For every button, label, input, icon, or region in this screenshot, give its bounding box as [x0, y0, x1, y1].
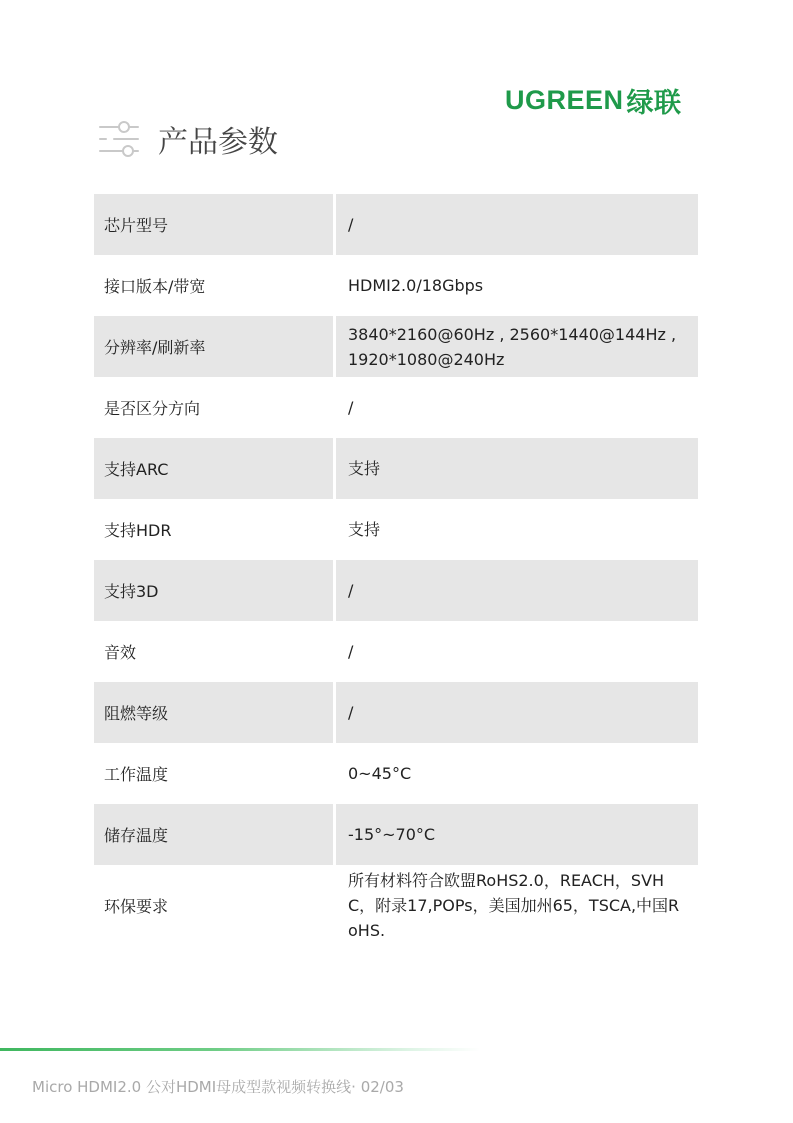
spec-value: /	[333, 621, 698, 682]
table-row	[94, 377, 698, 438]
spec-value: /	[333, 682, 698, 743]
spec-value: 支持	[333, 499, 698, 560]
spec-label: 阻燃等级	[104, 704, 169, 723]
footer-divider	[0, 1048, 480, 1051]
spec-label: 分辨率/刷新率	[104, 338, 206, 357]
table-row	[94, 865, 698, 946]
spec-label: 是否区分方向	[104, 399, 201, 418]
spec-label: 支持ARC	[104, 460, 169, 479]
spec-label: 储存温度	[104, 826, 169, 845]
spec-label: 支持3D	[104, 582, 159, 601]
spec-label: 环保要求	[104, 897, 169, 916]
table-row	[94, 804, 698, 865]
spec-label: 支持HDR	[104, 521, 172, 540]
footer-caption: Micro HDMI2.0 公对HDMI母成型款视频转换线· 02/03	[32, 1078, 404, 1096]
spec-value: HDMI2.0/18Gbps	[333, 255, 698, 316]
table-row	[94, 438, 698, 499]
spec-table	[94, 194, 698, 946]
table-row	[94, 316, 698, 377]
table-row	[94, 621, 698, 682]
spec-label: 音效	[104, 643, 137, 662]
table-row	[94, 682, 698, 743]
spec-value: 3840*2160@60Hz , 2560*1440@144Hz , 1920*1080@240Hz	[333, 316, 698, 377]
table-row	[94, 194, 698, 255]
spec-value: -15°~70°C	[333, 804, 698, 865]
section-header	[98, 116, 278, 162]
spec-label: 接口版本/带宽	[104, 277, 206, 296]
spec-value: /	[333, 194, 698, 255]
table-row	[94, 560, 698, 621]
spec-label: 工作温度	[104, 765, 169, 784]
ugreen-logo	[505, 82, 682, 118]
spec-value: 0~45°C	[333, 743, 698, 804]
spec-value: 支持	[333, 438, 698, 499]
logo-wordmark-cjk: 绿联	[626, 87, 682, 119]
logo-wordmark-latin: UGREEN	[505, 84, 624, 115]
spec-value: 所有材料符合欧盟RoHS2.0，REACH，SVHC，附录17,POPs，美国加州65，TSCA,中国RoHS.	[333, 865, 698, 946]
spec-label: 芯片型号	[104, 216, 169, 235]
spec-value: /	[333, 560, 698, 621]
table-row	[94, 499, 698, 560]
page-title: 产品参数	[158, 125, 278, 160]
spec-value: /	[333, 377, 698, 438]
table-row	[94, 743, 698, 804]
sliders-icon	[98, 118, 140, 160]
table-row	[94, 255, 698, 316]
